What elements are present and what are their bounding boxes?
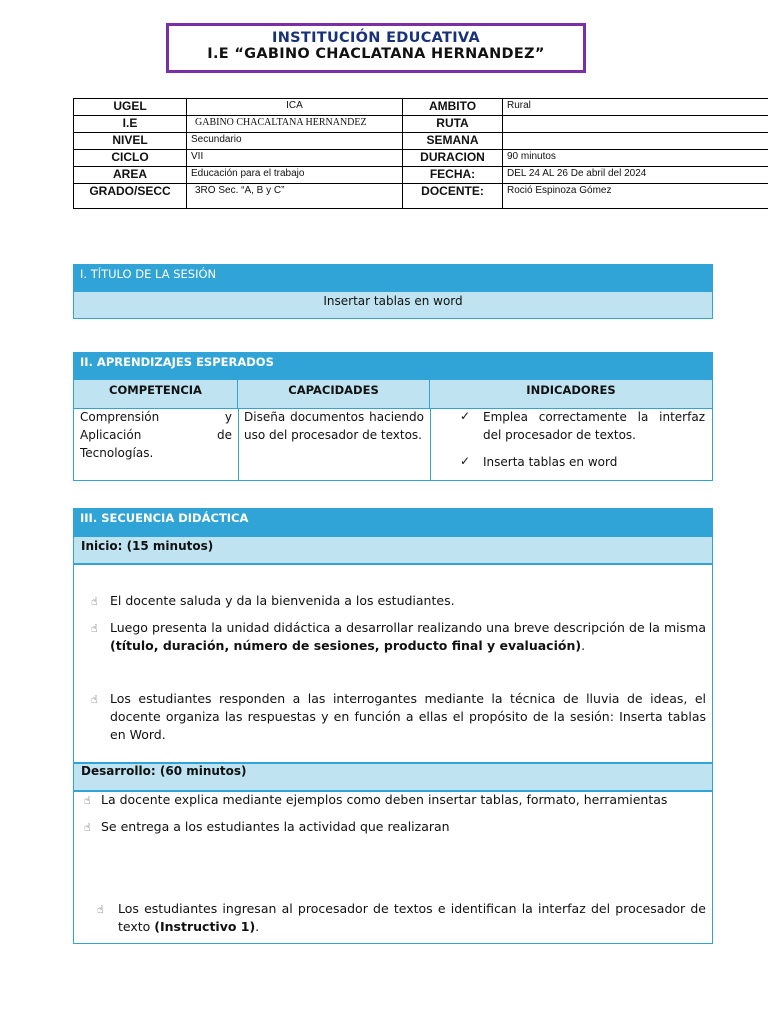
label-semana: SEMANA	[403, 133, 503, 150]
value-ambito: Rural	[503, 99, 768, 116]
learning-table	[73, 379, 713, 481]
label-ambito: AMBITO	[403, 99, 503, 116]
label-ciclo: CICLO	[74, 150, 187, 167]
value-duracion: 90 minutos	[503, 150, 768, 167]
desarrollo-content	[73, 791, 713, 944]
col-header-competencia: COMPETENCIA	[74, 380, 238, 408]
inicio-content	[73, 564, 713, 763]
column-divider	[238, 408, 239, 480]
capacidades-text: Diseña documentos haciendo uso del procesador de textos.	[244, 410, 424, 442]
inicio-bullet-2-end: .	[581, 638, 586, 653]
indicador-item: Emplea correctamente la interfaz del procesador de textos.	[483, 410, 705, 442]
desarrollo-bullet-3	[118, 900, 706, 936]
value-ugel: ICA	[187, 99, 403, 116]
hand-pointer-icon: ☝	[91, 622, 98, 635]
hand-pointer-icon: ☝	[91, 595, 98, 608]
hand-pointer-icon: ☝	[84, 821, 91, 834]
value-area: Educación para el trabajo	[187, 167, 403, 184]
indicador-item: Inserta tablas en word	[483, 455, 618, 469]
column-divider	[430, 408, 431, 480]
inicio-bullet-1: El docente saluda y da la bienvenida a los estudiantes.	[110, 593, 455, 608]
checkmark-icon: ✓	[460, 454, 471, 468]
hand-pointer-icon: ☝	[97, 903, 104, 916]
inicio-bullet-2-text: Luego presenta la unidad didáctica a desarrollar realizando una breve descripción de la misma	[110, 620, 706, 635]
label-ruta: RUTA	[403, 116, 503, 133]
competencia-text: Comprensión y Aplicación de Tecnologías.	[80, 410, 232, 460]
label-duracion: DURACION	[403, 150, 503, 167]
col-header-capacidades: CAPACIDADES	[238, 380, 430, 408]
checkmark-icon: ✓	[460, 409, 471, 423]
inicio-bullet-2-bold: (título, duración, número de sesiones, producto final y evaluación)	[110, 638, 582, 653]
desarrollo-bullet-3-end: .	[255, 919, 260, 934]
hand-pointer-icon: ☝	[91, 693, 98, 706]
document-header	[166, 23, 586, 73]
value-ruta	[503, 116, 768, 133]
desarrollo-bullet-1: La docente explica mediante ejemplos como deben insertar tablas, formato, herramientas	[101, 792, 668, 807]
inicio-title: Inicio: (15 minutos)	[81, 539, 214, 553]
desarrollo-bullet-2: Se entrega a los estudiantes la actividad que realizaran	[101, 819, 450, 834]
label-grado: GRADO/SECC	[74, 184, 187, 209]
session-title-value: Insertar tablas en word	[323, 294, 463, 308]
section-sequence-heading: III. SECUENCIA DIDÁCTICA	[80, 511, 249, 525]
hand-pointer-icon: ☝	[84, 794, 91, 807]
label-ie: I.E	[74, 116, 187, 133]
label-docente: DOCENTE:	[403, 184, 503, 209]
session-title-row	[73, 291, 713, 319]
label-fecha: FECHA:	[403, 167, 503, 184]
section-title-bar	[73, 264, 713, 291]
desarrollo-title: Desarrollo: (60 minutos)	[81, 764, 247, 778]
value-semana	[503, 133, 768, 150]
label-ugel: UGEL	[74, 99, 187, 116]
section-learning-bar	[73, 352, 713, 379]
inicio-bullet-2	[110, 619, 706, 655]
header-institution: INSTITUCIÓN EDUCATIVA	[272, 30, 480, 46]
desarrollo-bullet-3-text: Los estudiantes ingresan al procesador de textos e identifican la interfaz del procesador de texto	[118, 901, 706, 934]
value-ciclo: VII	[187, 150, 403, 167]
label-area: AREA	[74, 167, 187, 184]
desarrollo-row	[73, 763, 713, 791]
value-ie: GABINO CHACALTANA HERNANDEZ	[187, 116, 403, 133]
desarrollo-bullet-3-bold: (Instructivo 1)	[154, 919, 256, 934]
section-learning-heading: II. APRENDIZAJES ESPERADOS	[80, 355, 274, 369]
inicio-row	[73, 536, 713, 564]
label-nivel: NIVEL	[74, 133, 187, 150]
value-nivel: Secundario	[187, 133, 403, 150]
inicio-bullet-3: Los estudiantes responden a las interrogantes mediante la técnica de lluvia de ideas, el docente organiza las respuestas y en función a ellas el propósito de la sesión: Inserta tablas en Word.	[110, 691, 706, 742]
section-sequence-bar	[73, 508, 713, 536]
value-grado: 3RO Sec. “A, B y C”	[187, 184, 403, 209]
col-header-indicadores: INDICADORES	[430, 380, 712, 408]
value-fecha: DEL 24 AL 26 De abril del 2024	[503, 167, 768, 184]
header-school-name: I.E “GABINO CHACLATANA HERNANDEZ”	[207, 46, 545, 62]
section-title-heading: I. TÍTULO DE LA SESIÓN	[80, 267, 217, 281]
info-table	[73, 98, 768, 209]
value-docente: Roció Espinoza Gómez	[503, 184, 768, 209]
